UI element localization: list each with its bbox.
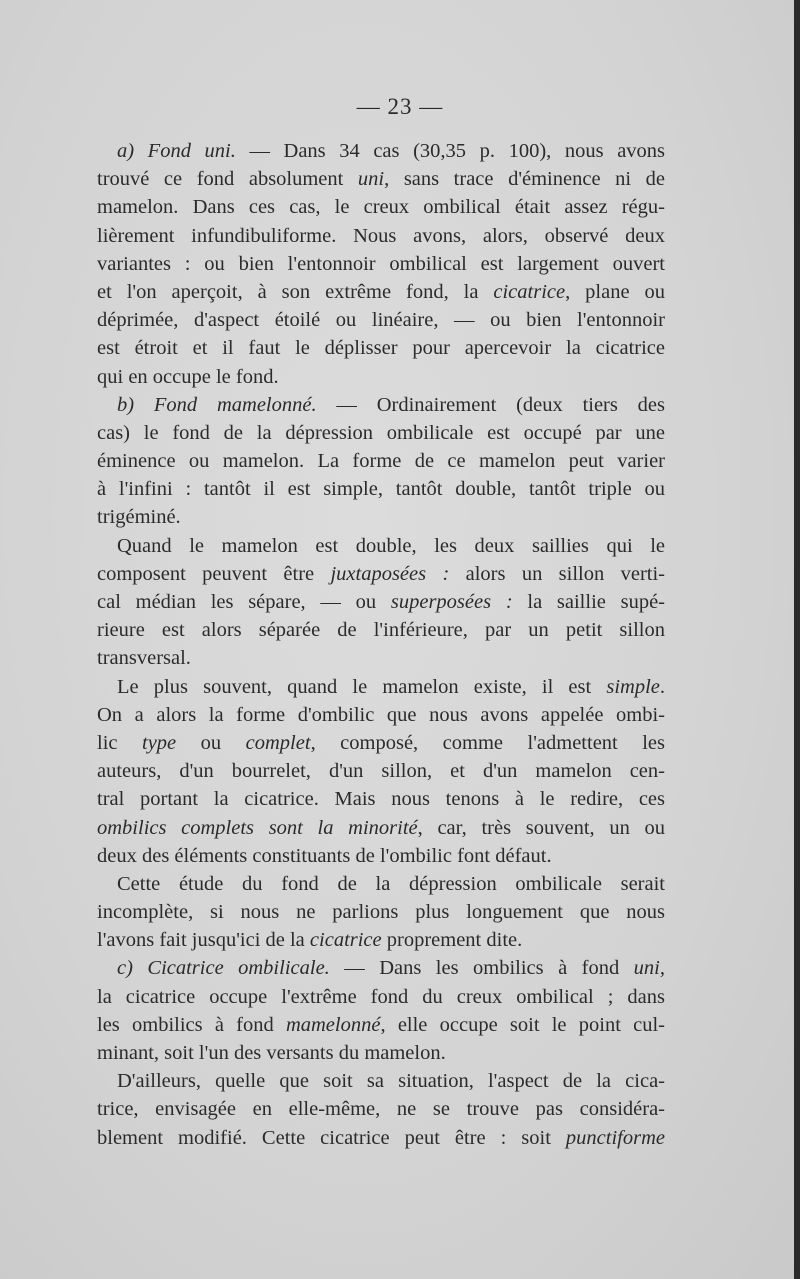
text-line: déprimée, d'aspect étoilé ou linéaire, — ou bien l'entonnoir [97,309,665,332]
text-line: trigéminé. [97,506,181,529]
text-line: tral portant la cicatrice. Mais nous tenons à le redire, ces [97,788,665,811]
text-line: Cette étude du fond de la dépression ombilicale serait [117,872,665,895]
text-line: cas) le fond de la dépression ombilicale est occupé par une [97,421,665,444]
text-line: rieure est alors séparée de l'inférieure, par un petit sillon [97,619,665,642]
text-line: variantes : ou bien l'entonnoir ombilical est largement ouvert [97,252,665,275]
heading-fond-uni: Fond uni. [147,140,236,162]
text-line: ombilics complets sont la minorité, car, très souvent, un ou [97,816,666,839]
text-line: Quand le mamelon est double, les deux saillies qui le [117,534,665,557]
text-line: blement modifié. Cette cicatrice peut être : soit punctiforme [97,1126,665,1149]
text-line: incomplète, si nous ne parlions plus longuement que nous [97,901,665,924]
item-label: c) [117,957,133,980]
text-line: lièrement infundibuliforme. Nous avons, alors, observé deux [97,224,665,247]
text-line: composent peuvent être juxtaposées : alors un sillon verti- [97,562,665,585]
text-line: mamelon. Dans ces cas, le creux ombilical était assez régu- [97,196,665,219]
text-line: l'avons fait jusqu'ici de la cicatrice proprement dite. [97,929,523,952]
text-line: lic type ou complet, composé, comme l'admettent les [97,731,666,754]
text-line: est étroit et il faut le déplisser pour apercevoir la cicatrice [97,337,665,360]
text-line: cal médian les sépare, — ou superposées : la saillie supé- [97,591,666,613]
page-edge [794,0,800,1279]
heading-fond-mamelonne: Fond mamelonné. [153,393,317,416]
text-line: éminence ou mamelon. La forme de ce mamelon peut varier [97,450,665,473]
body-text [97,137,665,1152]
text-line: la cicatrice occupe l'extrême fond du creux ombilical ; dans [97,985,665,1008]
text-line: deux des éléments constituants de l'ombilic font défaut. [97,844,552,867]
text-line: auteurs, d'un bourrelet, d'un sillon, et d'un mamelon cen- [97,760,665,783]
text-line: trice, envisagée en elle-même, ne se trouve pas considéra- [97,1098,665,1121]
text-line: On a alors la forme d'ombilic que nous avons appelée ombi- [97,703,665,726]
text-line: et l'on aperçoit, à son extrême fond, la cicatrice, plane ou [97,280,665,303]
text-line: qui en occupe le fond. [97,365,279,388]
text-line: les ombilics à fond mamelonné, elle occupe soit le point cul- [97,1013,665,1036]
text-line: transversal. [97,647,191,670]
text-line: c) Cicatrice ombilicale. — Dans les ombilics à fond uni, [117,957,665,980]
text-line: trouvé ce fond absolument uni, sans trace d'éminence ni de [97,168,665,191]
item-label: b) [117,393,135,416]
text-line: minant, soit l'un des versants du mamelon. [97,1042,446,1064]
text-line: a) Fond uni. — Dans 34 cas (30,35 p. 100), nous avons [117,140,666,162]
text-line: D'ailleurs, quelle que soit sa situation, l'aspect de la cica- [117,1070,665,1093]
text-line: b) Fond mamelonné. — Ordinairement (deux tiers des [117,393,665,416]
text-line: à l'infini : tantôt il est simple, tantôt double, tantôt triple ou [97,478,665,501]
page-number: — 23 — [356,94,444,119]
heading-cicatrice-ombilicale: Cicatrice ombilicale. [147,957,330,980]
item-label: a) [117,140,135,162]
text-line: Le plus souvent, quand le mamelon existe, il est simple. [117,675,665,698]
